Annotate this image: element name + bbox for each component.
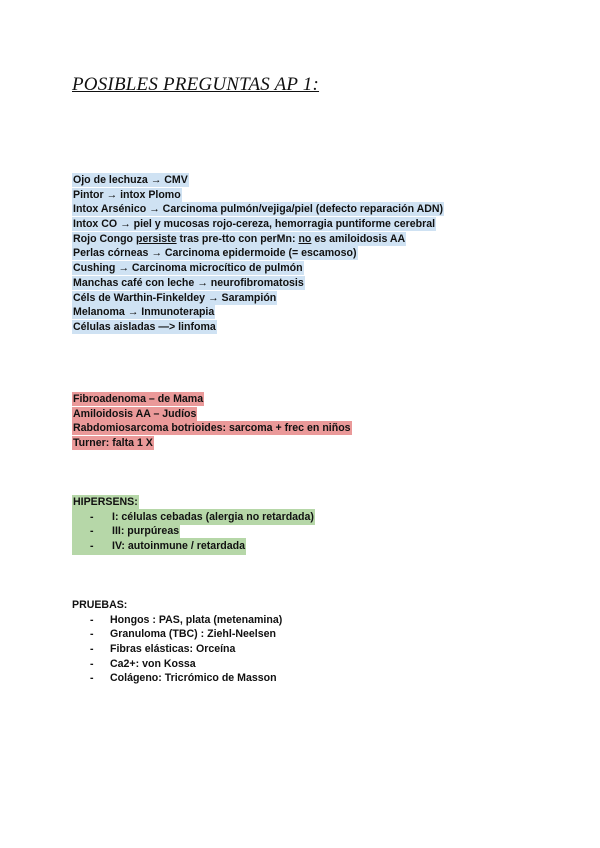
list-item: Ca2+: von Kossa	[110, 657, 196, 670]
list-item: Colágeno: Tricrómico de Masson	[110, 672, 277, 685]
list-dash: -	[72, 523, 111, 540]
list-item: Fibras elásticas: Orceína	[110, 643, 236, 656]
list-item: IV: autoinmune / retardada	[111, 538, 246, 555]
list-dash: -	[90, 613, 94, 626]
note-line-rojo-congo	[72, 232, 406, 246]
text-part: tras pre-tto con perMn:	[176, 232, 299, 245]
section-heading: PRUEBAS:	[72, 599, 128, 611]
note-line: Células aisladas —> linfoma	[73, 320, 216, 333]
red-notes	[72, 392, 352, 451]
note-line: Céls de Warthin-Finkeldey → Sarampión	[73, 291, 277, 304]
note-line: Pintor → intox Plomo	[73, 188, 181, 201]
list-dash: -	[72, 509, 111, 526]
pruebas-section	[72, 598, 282, 686]
list-dash: -	[90, 672, 94, 685]
list-item: I: células cebadas (alergia no retardada)	[111, 509, 315, 526]
hipersens-section	[72, 495, 315, 554]
note-line: Manchas café con leche → neurofibromatosis	[73, 276, 304, 289]
note-line: Fibroadenoma – de Mama	[73, 393, 204, 405]
note-line: Amiloidosis AA – Judíos	[73, 407, 197, 420]
note-line: Turner: falta 1 X	[73, 437, 153, 450]
list-item: III: purpúreas	[111, 523, 180, 540]
note-line: Perlas córneas → Carcinoma epidermoide (= escamoso)	[73, 247, 357, 260]
note-line: Intox CO → piel y mucosas rojo-cereza, hemorragia puntiforme cerebral	[73, 218, 436, 231]
note-line: Intox Arsénico → Carcinoma pulmón/vejiga/piel (defecto reparación ADN)	[73, 203, 444, 216]
list-dash: -	[90, 628, 94, 641]
list-dash: -	[90, 643, 94, 656]
list-item: Hongos : PAS, plata (metenamina)	[110, 613, 283, 626]
text-part: Rojo Congo	[73, 232, 136, 245]
page-title: POSIBLES PREGUNTAS AP 1:	[72, 74, 320, 95]
section-heading: HIPERSENS:	[73, 496, 138, 508]
note-line: Rabdomiosarcoma botrioides: sarcoma + frec en niños	[73, 422, 351, 435]
blue-notes	[72, 173, 444, 335]
text-part: es amiloidosis AA	[311, 232, 406, 245]
underlined-text: no	[298, 232, 312, 245]
note-line: Melanoma → Inmunoterapia	[73, 306, 215, 319]
underlined-text: persiste	[135, 232, 177, 245]
list-item: Granuloma (TBC) : Ziehl-Neelsen	[110, 628, 276, 641]
note-line: Ojo de lechuza → CMV	[73, 174, 188, 186]
list-dash: -	[72, 538, 111, 555]
list-dash: -	[90, 657, 94, 670]
note-line: Cushing → Carcinoma microcítico de pulmón	[73, 262, 303, 275]
